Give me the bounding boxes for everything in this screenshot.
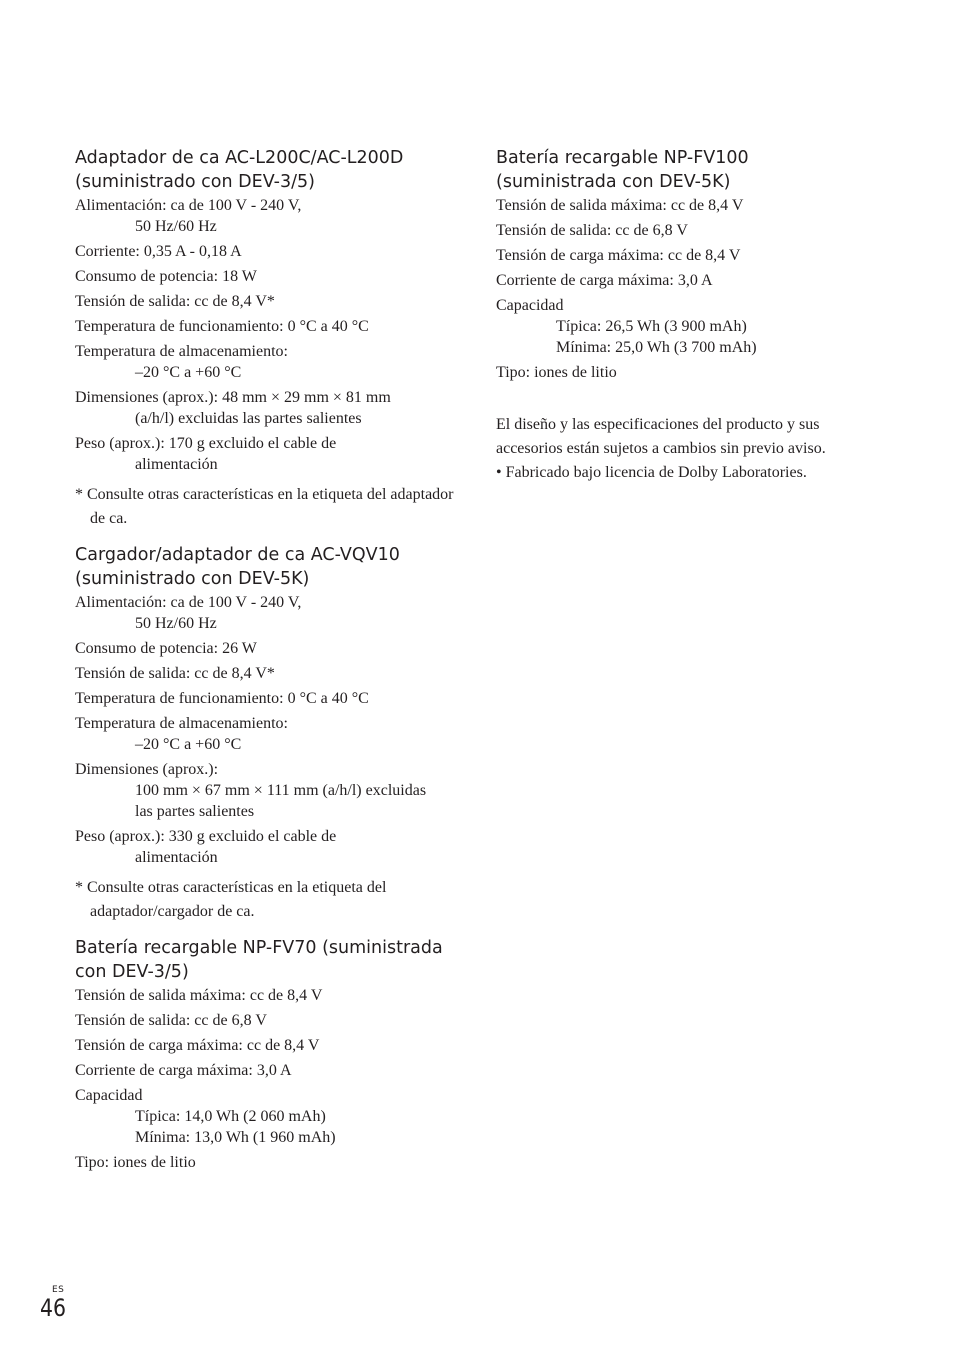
- spec-consumption: Consumo de potencia: 18 W: [75, 268, 257, 285]
- spec-text: Mínima: 13,0 Wh (1 960 mAh): [135, 1129, 336, 1146]
- spec-storage-temp: [75, 341, 455, 383]
- section-heading: [75, 146, 455, 194]
- spec-text: alimentación: [135, 456, 218, 473]
- section-heading: [496, 146, 876, 194]
- spec-text: Temperatura de almacenamiento:: [75, 343, 288, 360]
- spec-max-current: Corriente de carga máxima: 3,0 A: [496, 272, 713, 289]
- heading-line: Batería recargable NP-FV70 (suministrada: [75, 938, 443, 958]
- spec-text: Temperatura de almacenamiento:: [75, 715, 288, 732]
- spec-text: Peso (aprox.): 170 g excluido el cable de: [75, 435, 337, 452]
- spec-type: Tipo: iones de litio: [496, 364, 617, 381]
- right-column: [496, 146, 876, 485]
- spec-text: Mínima: 25,0 Wh (3 700 mAh): [556, 339, 757, 356]
- page-number: 46: [40, 1294, 66, 1322]
- footnote: * Consulte otras características en la etiqueta del adaptador/cargador de ca.: [75, 879, 387, 920]
- spec-type: Tipo: iones de litio: [75, 1154, 196, 1171]
- spec-output: Tensión de salida: cc de 6,8 V: [496, 222, 688, 239]
- spec-text: –20 °C a +60 °C: [135, 364, 242, 381]
- spec-max-charge: Tensión de carga máxima: cc de 8,4 V: [75, 1037, 320, 1054]
- heading-line: (suministrado con DEV-3/5): [75, 172, 315, 192]
- spec-output: Tensión de salida: cc de 6,8 V: [75, 1012, 267, 1029]
- spec-power: [75, 592, 455, 634]
- spec-power: [75, 195, 455, 237]
- spec-text: Típica: 26,5 Wh (3 900 mAh): [556, 318, 747, 335]
- spec-text: las partes salientes: [135, 803, 255, 820]
- spec-capacity: [496, 295, 876, 358]
- spec-operating-temp: Temperatura de funcionamiento: 0 °C a 40 °C: [75, 690, 369, 707]
- spec-max-output: Tensión de salida máxima: cc de 8,4 V: [75, 987, 323, 1004]
- spec-consumption: Consumo de potencia: 26 W: [75, 640, 257, 657]
- heading-line: Batería recargable NP-FV100: [496, 148, 749, 168]
- spec-text: Dimensiones (aprox.):: [75, 761, 219, 778]
- spec-weight: [75, 433, 455, 475]
- spec-text: Capacidad: [496, 297, 564, 314]
- spec-operating-temp: Temperatura de funcionamiento: 0 °C a 40 °C: [75, 318, 369, 335]
- spec-text: Típica: 14,0 Wh (2 060 mAh): [135, 1108, 326, 1125]
- spec-text: 50 Hz/60 Hz: [135, 218, 217, 235]
- spec-weight: [75, 826, 455, 868]
- heading-line: Adaptador de ca AC-L200C/AC-L200D: [75, 148, 404, 168]
- section-heading: [75, 936, 455, 984]
- section-heading: [75, 543, 455, 591]
- disclaimer-text: El diseño y las especificaciones del producto y sus accesorios están sujetos a cambios sin previo aviso.: [496, 416, 826, 457]
- spec-text: alimentación: [135, 849, 218, 866]
- spec-text: 50 Hz/60 Hz: [135, 615, 217, 632]
- spec-capacity: [75, 1085, 455, 1148]
- section-ac-adaptor: [75, 146, 455, 531]
- spec-text: Alimentación: ca de 100 V - 240 V,: [75, 197, 302, 214]
- page-language-label: ES: [52, 1285, 65, 1295]
- spec-storage-temp: [75, 713, 455, 755]
- spec-dimensions: [75, 387, 455, 429]
- spec-output: Tensión de salida: cc de 8,4 V*: [75, 665, 275, 682]
- heading-line: (suministrada con DEV-5K): [496, 172, 731, 192]
- spec-max-current: Corriente de carga máxima: 3,0 A: [75, 1062, 292, 1079]
- footnote: * Consulte otras características en la etiqueta del adaptador de ca.: [75, 486, 454, 527]
- spec-text: 100 mm × 67 mm × 111 mm (a/h/l) excluidas: [135, 782, 427, 799]
- left-column: [75, 146, 455, 1185]
- spec-current: Corriente: 0,35 A - 0,18 A: [75, 243, 242, 260]
- spec-text: Dimensiones (aprox.): 48 mm × 29 mm × 81 mm: [75, 389, 391, 406]
- spec-text: Alimentación: ca de 100 V - 240 V,: [75, 594, 302, 611]
- spec-output: Tensión de salida: cc de 8,4 V*: [75, 293, 275, 310]
- section-battery-fv100: [496, 146, 876, 383]
- spec-text: Peso (aprox.): 330 g excluido el cable de: [75, 828, 337, 845]
- spec-max-charge: Tensión de carga máxima: cc de 8,4 V: [496, 247, 741, 264]
- spec-text: Capacidad: [75, 1087, 143, 1104]
- license-note: • Fabricado bajo licencia de Dolby Laboratories.: [496, 464, 807, 481]
- spec-max-output: Tensión de salida máxima: cc de 8,4 V: [496, 197, 744, 214]
- section-charger-adaptor: [75, 543, 455, 924]
- spec-text: –20 °C a +60 °C: [135, 736, 242, 753]
- heading-line: Cargador/adaptador de ca AC-VQV10: [75, 545, 400, 565]
- heading-line: con DEV-3/5): [75, 962, 189, 982]
- section-battery-fv70: [75, 936, 455, 1173]
- heading-line: (suministrado con DEV-5K): [75, 569, 310, 589]
- spec-dimensions: [75, 759, 455, 822]
- spec-text: (a/h/l) excluidas las partes salientes: [135, 410, 362, 427]
- spacer: [496, 395, 876, 413]
